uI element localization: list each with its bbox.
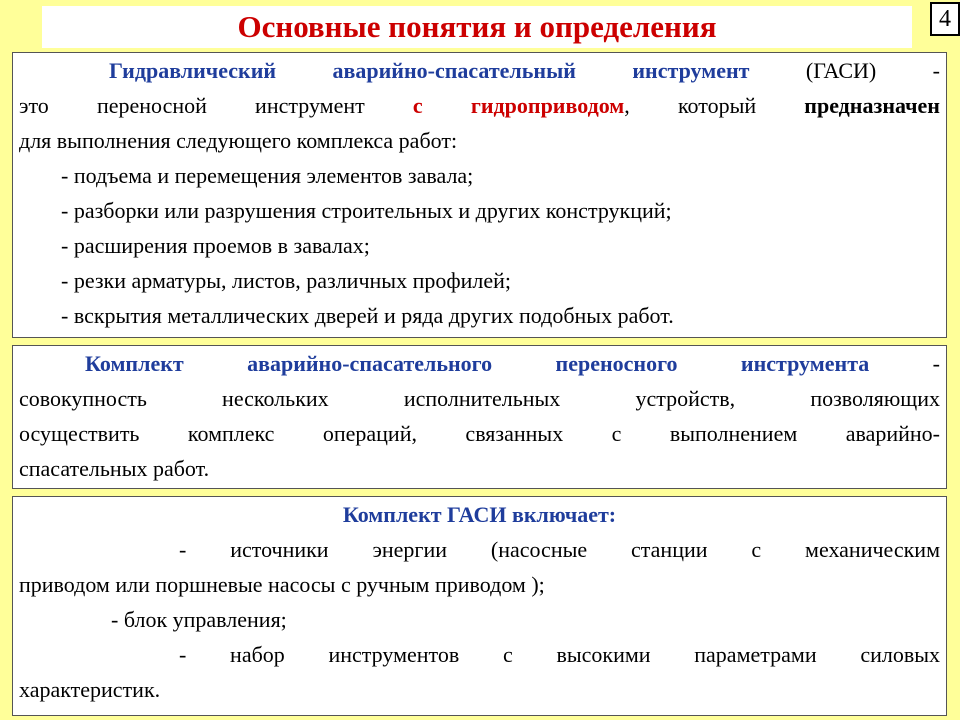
kit-term: Комплект аварийно-спасательного переносного инструмента: [85, 351, 870, 376]
gasi-term-line: [19, 53, 940, 88]
gasi-hydraulic-drive: с гидроприводом: [412, 93, 625, 118]
kit-contents-heading: Комплект ГАСИ включает:: [342, 502, 617, 527]
list-item: - разборки или разрушения строительных и других конструкций;: [61, 198, 672, 223]
gasi-def-text-1: это переносной инструмент: [19, 93, 413, 118]
gasi-def-line-3: для выполнения следующего комплекса работ:: [19, 128, 458, 153]
kit-def-line-2: совокупность нескольких исполнительных устройств, позволяющих: [19, 386, 940, 411]
list-item: - подъема и перемещения элементов завала;: [61, 163, 474, 188]
gasi-term: Гидравлический аварийно-спасательный инструмент: [109, 58, 750, 83]
kit-term-line: [19, 346, 940, 381]
kit-item-3b: характеристик.: [19, 677, 161, 702]
kit-def-line-4: спасательных работ.: [19, 456, 210, 481]
gasi-kit-contents-box: [12, 496, 947, 716]
gasi-definition-line: [19, 88, 940, 123]
definition-box-kit: [12, 345, 947, 489]
list-item: - вскрытия металлических дверей и ряда других подобных работ.: [61, 303, 674, 328]
kit-item-1a: - источники энергии (насосные станции с механическим: [179, 537, 940, 562]
gasi-def-text-2: , который: [624, 93, 805, 118]
title-bar: [42, 6, 912, 48]
kit-item-2: - блок управления;: [111, 607, 287, 632]
definition-box-gasi: [12, 52, 947, 338]
kit-item-1b: приводом или поршневые насосы с ручным приводом );: [19, 572, 545, 597]
kit-def-line-3: осуществить комплекс операций, связанных с выполнением аварийно-: [19, 421, 940, 446]
page-title: Основные понятия и определения: [237, 9, 717, 44]
kit-dash: -: [869, 351, 941, 376]
gasi-purpose-word: предназначен: [804, 93, 940, 118]
gasi-abbr: (ГАСИ) -: [749, 58, 940, 83]
kit-item-3a: - набор инструментов с высокими параметрами силовых: [179, 642, 940, 667]
list-item: - резки арматуры, листов, различных профилей;: [61, 268, 512, 293]
page-number: 4: [930, 2, 960, 36]
list-item: - расширения проемов в завалах;: [61, 233, 370, 258]
